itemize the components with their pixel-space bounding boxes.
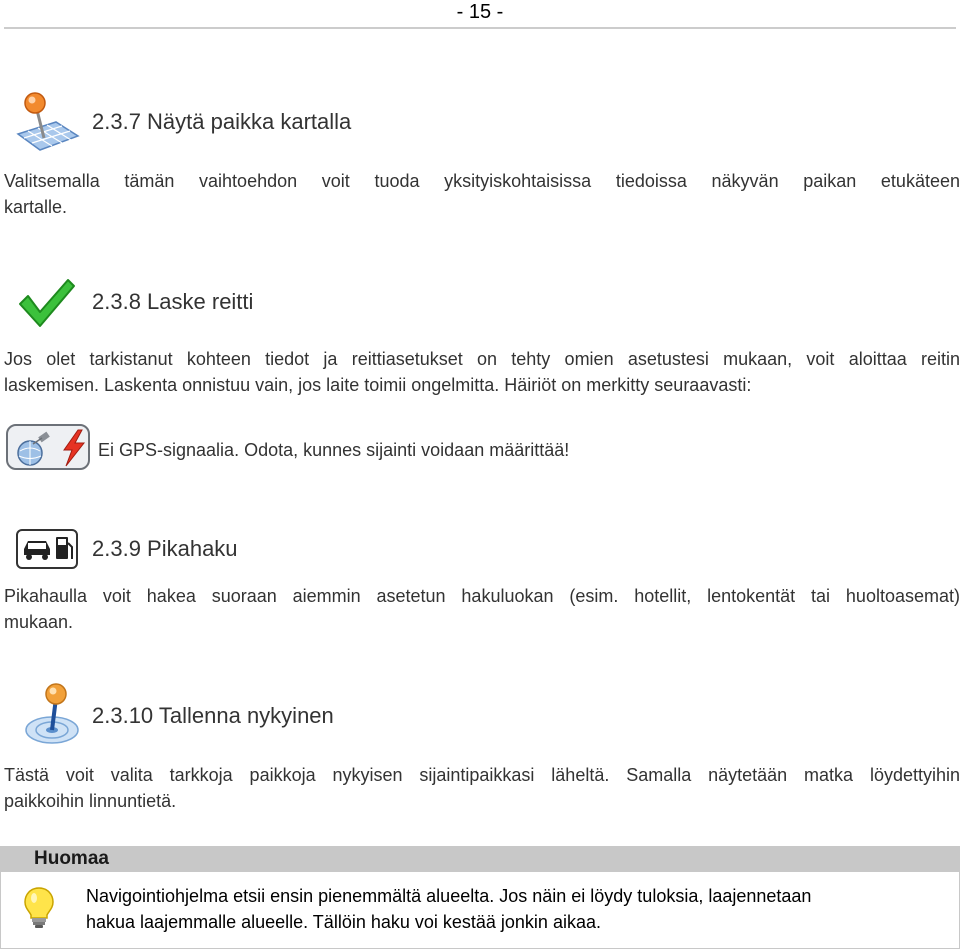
section-heading: 2.3.7 Näytä paikka kartalla xyxy=(92,109,352,134)
car-fuel-icon xyxy=(16,529,78,569)
checkmark-icon xyxy=(18,276,76,330)
section-heading: 2.3.9 Pikahaku xyxy=(92,536,238,561)
body-line: paikkoihin linnuntietä. xyxy=(4,791,177,811)
note-line: hakua laajemmalle alueelle. Tällöin haku voi kestää jonkin aikaa. xyxy=(86,912,601,932)
section-body xyxy=(4,168,960,220)
note-body xyxy=(86,883,952,935)
body-line: Tästä voit valita tarkkoja paikkoja nykyisen sijaintipaikkasi läheltä. Samalla näytetään matka löydettyihin xyxy=(4,765,960,785)
page-number: - 15 - xyxy=(456,1,504,23)
section-heading: 2.3.8 Laske reitti xyxy=(92,289,254,314)
current-location-pin-icon xyxy=(16,682,80,746)
body-line: Valitsemalla tämän vaihtoehdon voit tuoda yksityiskohtaisissa tiedoissa näkyvän paikan etukäteen xyxy=(4,171,960,191)
section-body xyxy=(4,762,960,814)
section-body xyxy=(4,583,960,635)
section-body xyxy=(4,346,960,398)
body-line: Pikahaulla voit hakea suoraan aiemmin asetetun hakuluokan (esim. hotellit, lentokentät tai huoltoasemat) xyxy=(4,586,960,606)
note-header-bar xyxy=(0,846,960,872)
map-pin-icon xyxy=(14,92,80,154)
no-gps-signal-icon xyxy=(6,424,90,470)
body-line: Jos olet tarkistanut kohteen tiedot ja reittiasetukset on tehty omien asetustesi mukaan, voit aloittaa reitin xyxy=(4,349,960,369)
lightbulb-icon xyxy=(22,886,56,930)
header-rule xyxy=(4,27,956,29)
body-line: laskemisen. Laskenta onnistuu vain, jos laite toimii ongelmitta. Häiriöt on merkitty seuraavasti: xyxy=(4,375,752,395)
body-line: mukaan. xyxy=(4,612,74,632)
section-heading: 2.3.10 Tallenna nykyinen xyxy=(92,703,334,728)
note-title: Huomaa xyxy=(34,848,109,869)
note-line: Navigointiohjelma etsii ensin pienemmältä alueelta. Jos näin ei löydy tuloksia, laajennetaan xyxy=(86,886,812,906)
body-line: kartalle. xyxy=(4,197,68,217)
gps-status-text: Ei GPS-signaalia. Odota, kunnes sijainti voidaan määrittää! xyxy=(98,440,570,460)
